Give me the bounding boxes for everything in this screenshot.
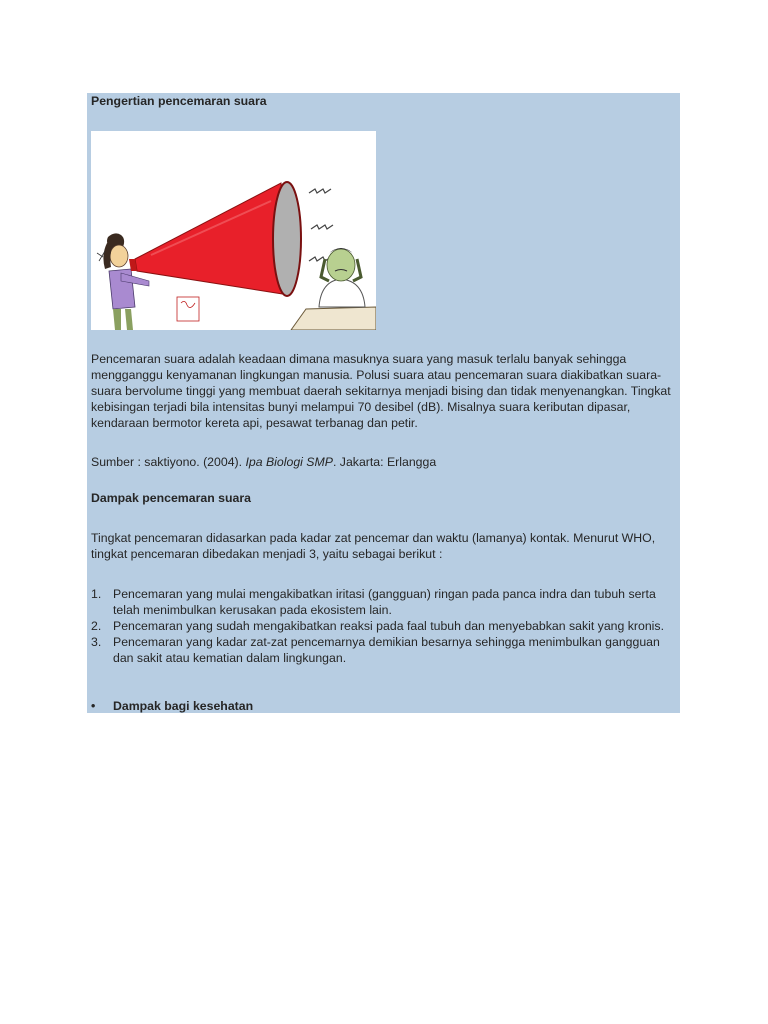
- list-item-number: 3.: [91, 634, 102, 649]
- bullet-icon: •: [91, 699, 96, 713]
- source-book-title: Ipa Biologi SMP: [245, 455, 333, 469]
- list-item-text: Pencemaran yang sudah mengakibatkan reaksi pada faal tubuh dan menyebabkan sakit yang kronis.: [113, 618, 664, 633]
- bullet-heading: Dampak bagi kesehatan: [113, 699, 254, 713]
- list-item-text: Pencemaran yang mulai mengakibatkan iritasi (gangguan) ringan pada panca indra dan tubuh serta telah menimbulkan kerusakan pada ekosistem lain.: [113, 587, 656, 617]
- pollution-levels-list: [91, 587, 674, 667]
- source-prefix: Sumber : saktiyono. (2004).: [91, 455, 246, 469]
- source-suffix: . Jakarta: Erlangga: [332, 455, 437, 469]
- list-item: [91, 635, 674, 667]
- content-panel: [87, 93, 680, 713]
- health-impact-bullet: [91, 699, 253, 715]
- megaphone-cartoon-image: [91, 131, 376, 330]
- source-citation: [91, 455, 674, 471]
- section-heading-impact: Dampak pencemaran suara: [91, 491, 251, 505]
- list-item-number: 2.: [91, 618, 102, 633]
- list-item: [91, 587, 674, 619]
- definition-paragraph: Pencemaran suara adalah keadaan dimana masuknya suara yang masuk terlalu banyak sehingga mengganggu kenyamanan lingkungan manusia. Polusi suara atau pencemaran suara diakibatkan suara-suara bervolume tinggi yang membuat daerah sekitarnya menjadi bising dan tidak menyenangkan. Tingkat kebisingan terjadi bila intensitas bunyi melampui 70 desibel (dB). Misalnya suara keributan dipasar, kendaraan bermotor kereta api, pesawat terbanag dan petir.: [91, 352, 671, 430]
- list-item-text: Pencemaran yang kadar zat-zat pencemarnya demikian besarnya sehingga menimbulkan gangguan dan sakit atau kematian dalam lingkungan.: [113, 634, 660, 665]
- list-item-number: 1.: [91, 587, 102, 601]
- list-item: [91, 619, 674, 635]
- page-title: Pengertian pencemaran suara: [91, 94, 267, 108]
- impact-intro-paragraph: Tingkat pencemaran didasarkan pada kadar zat pencemar dan waktu (lamanya) kontak. Menurut WHO, tingkat pencemaran dibedakan menjadi 3, yaitu sebagai berikut :: [91, 531, 656, 561]
- noise-pollution-illustration: [91, 131, 376, 330]
